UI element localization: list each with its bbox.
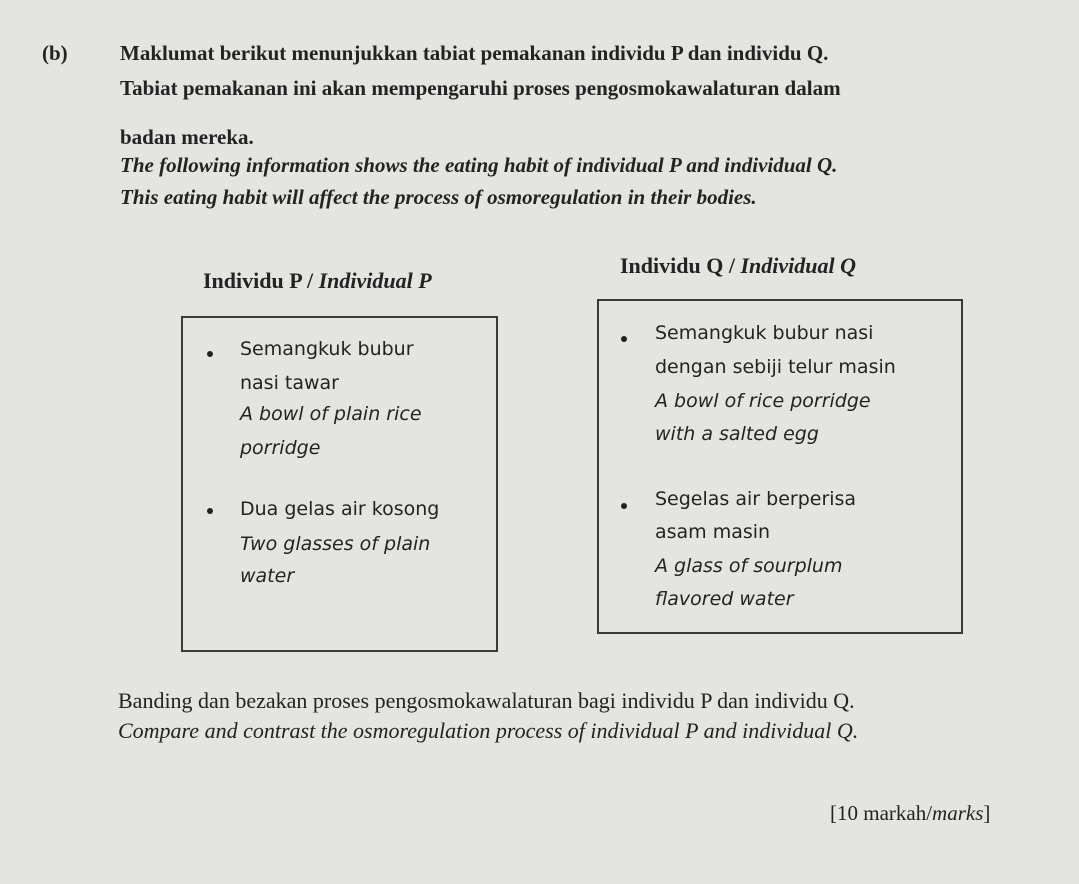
individual-q-item-2-line-1: Segelas air berperisa <box>655 488 857 510</box>
individual-p-item-1-line-3: A bowl of plain rice <box>240 403 422 425</box>
individual-q-item-1-line-3: A bowl of rice porridge <box>655 390 871 412</box>
marks-prefix: [10 markah/ <box>830 801 933 825</box>
individual-p-item-1-line-4: porridge <box>240 437 321 459</box>
task-malay: Banding dan bezakan proses pengosmokawalaturan bagi individu P dan individu Q. <box>118 688 855 713</box>
individual-q-item-2-line-2: asam masin <box>655 521 771 543</box>
intro-malay-line-3: badan mereka. <box>120 125 254 149</box>
question-label: (b) <box>42 41 68 65</box>
individual-q-item-1-line-1: Semangkuk bubur nasi <box>655 322 874 344</box>
individual-q-box <box>597 299 963 634</box>
individual-q-item-2-bullet <box>621 503 627 509</box>
individual-q-item-1-bullet <box>621 336 627 342</box>
marks-label <box>830 801 990 826</box>
individual-p-heading-english: Individual P <box>318 268 432 293</box>
individual-p-heading-malay: Individu P / <box>203 268 314 293</box>
individual-p-item-1-line-2: nasi tawar <box>240 372 339 394</box>
individual-p-item-1-line-1: Semangkuk bubur <box>240 338 414 360</box>
individual-p-item-1-bullet <box>207 351 213 357</box>
individual-q-item-1-line-4: with a salted egg <box>655 423 819 445</box>
individual-p-item-2-bullet <box>207 508 213 514</box>
individual-p-item-2-line-1: Dua gelas air kosong <box>240 498 440 520</box>
intro-english-line-1: The following information shows the eating habit of individual P and individual Q. <box>120 153 838 177</box>
task-english: Compare and contrast the osmoregulation process of individual P and individual Q. <box>118 718 859 743</box>
intro-english-line-2: This eating habit will affect the process of osmoregulation in their bodies. <box>120 185 757 209</box>
individual-q-item-1-line-2: dengan sebiji telur masin <box>655 356 896 378</box>
individual-p-item-2-line-3: water <box>240 565 295 587</box>
intro-malay-line-2: Tabiat pemakanan ini akan mempengaruhi proses pengosmokawalaturan dalam <box>120 76 841 100</box>
marks-english: marks <box>932 801 984 825</box>
individual-q-heading <box>620 253 856 279</box>
individual-p-heading <box>203 268 432 294</box>
individual-q-heading-english: Individual Q <box>740 253 856 278</box>
intro-malay-line-1: Maklumat berikut menunjukkan tabiat pemakanan individu P dan individu Q. <box>120 41 829 65</box>
marks-suffix: ] <box>983 801 991 825</box>
individual-q-item-2-line-3: A glass of sourplum <box>655 555 843 577</box>
individual-p-item-2-line-2: Two glasses of plain <box>240 533 431 555</box>
individual-q-item-2-line-4: flavored water <box>655 588 794 610</box>
individual-q-heading-malay: Individu Q / <box>620 253 735 278</box>
individual-p-box <box>181 316 498 652</box>
